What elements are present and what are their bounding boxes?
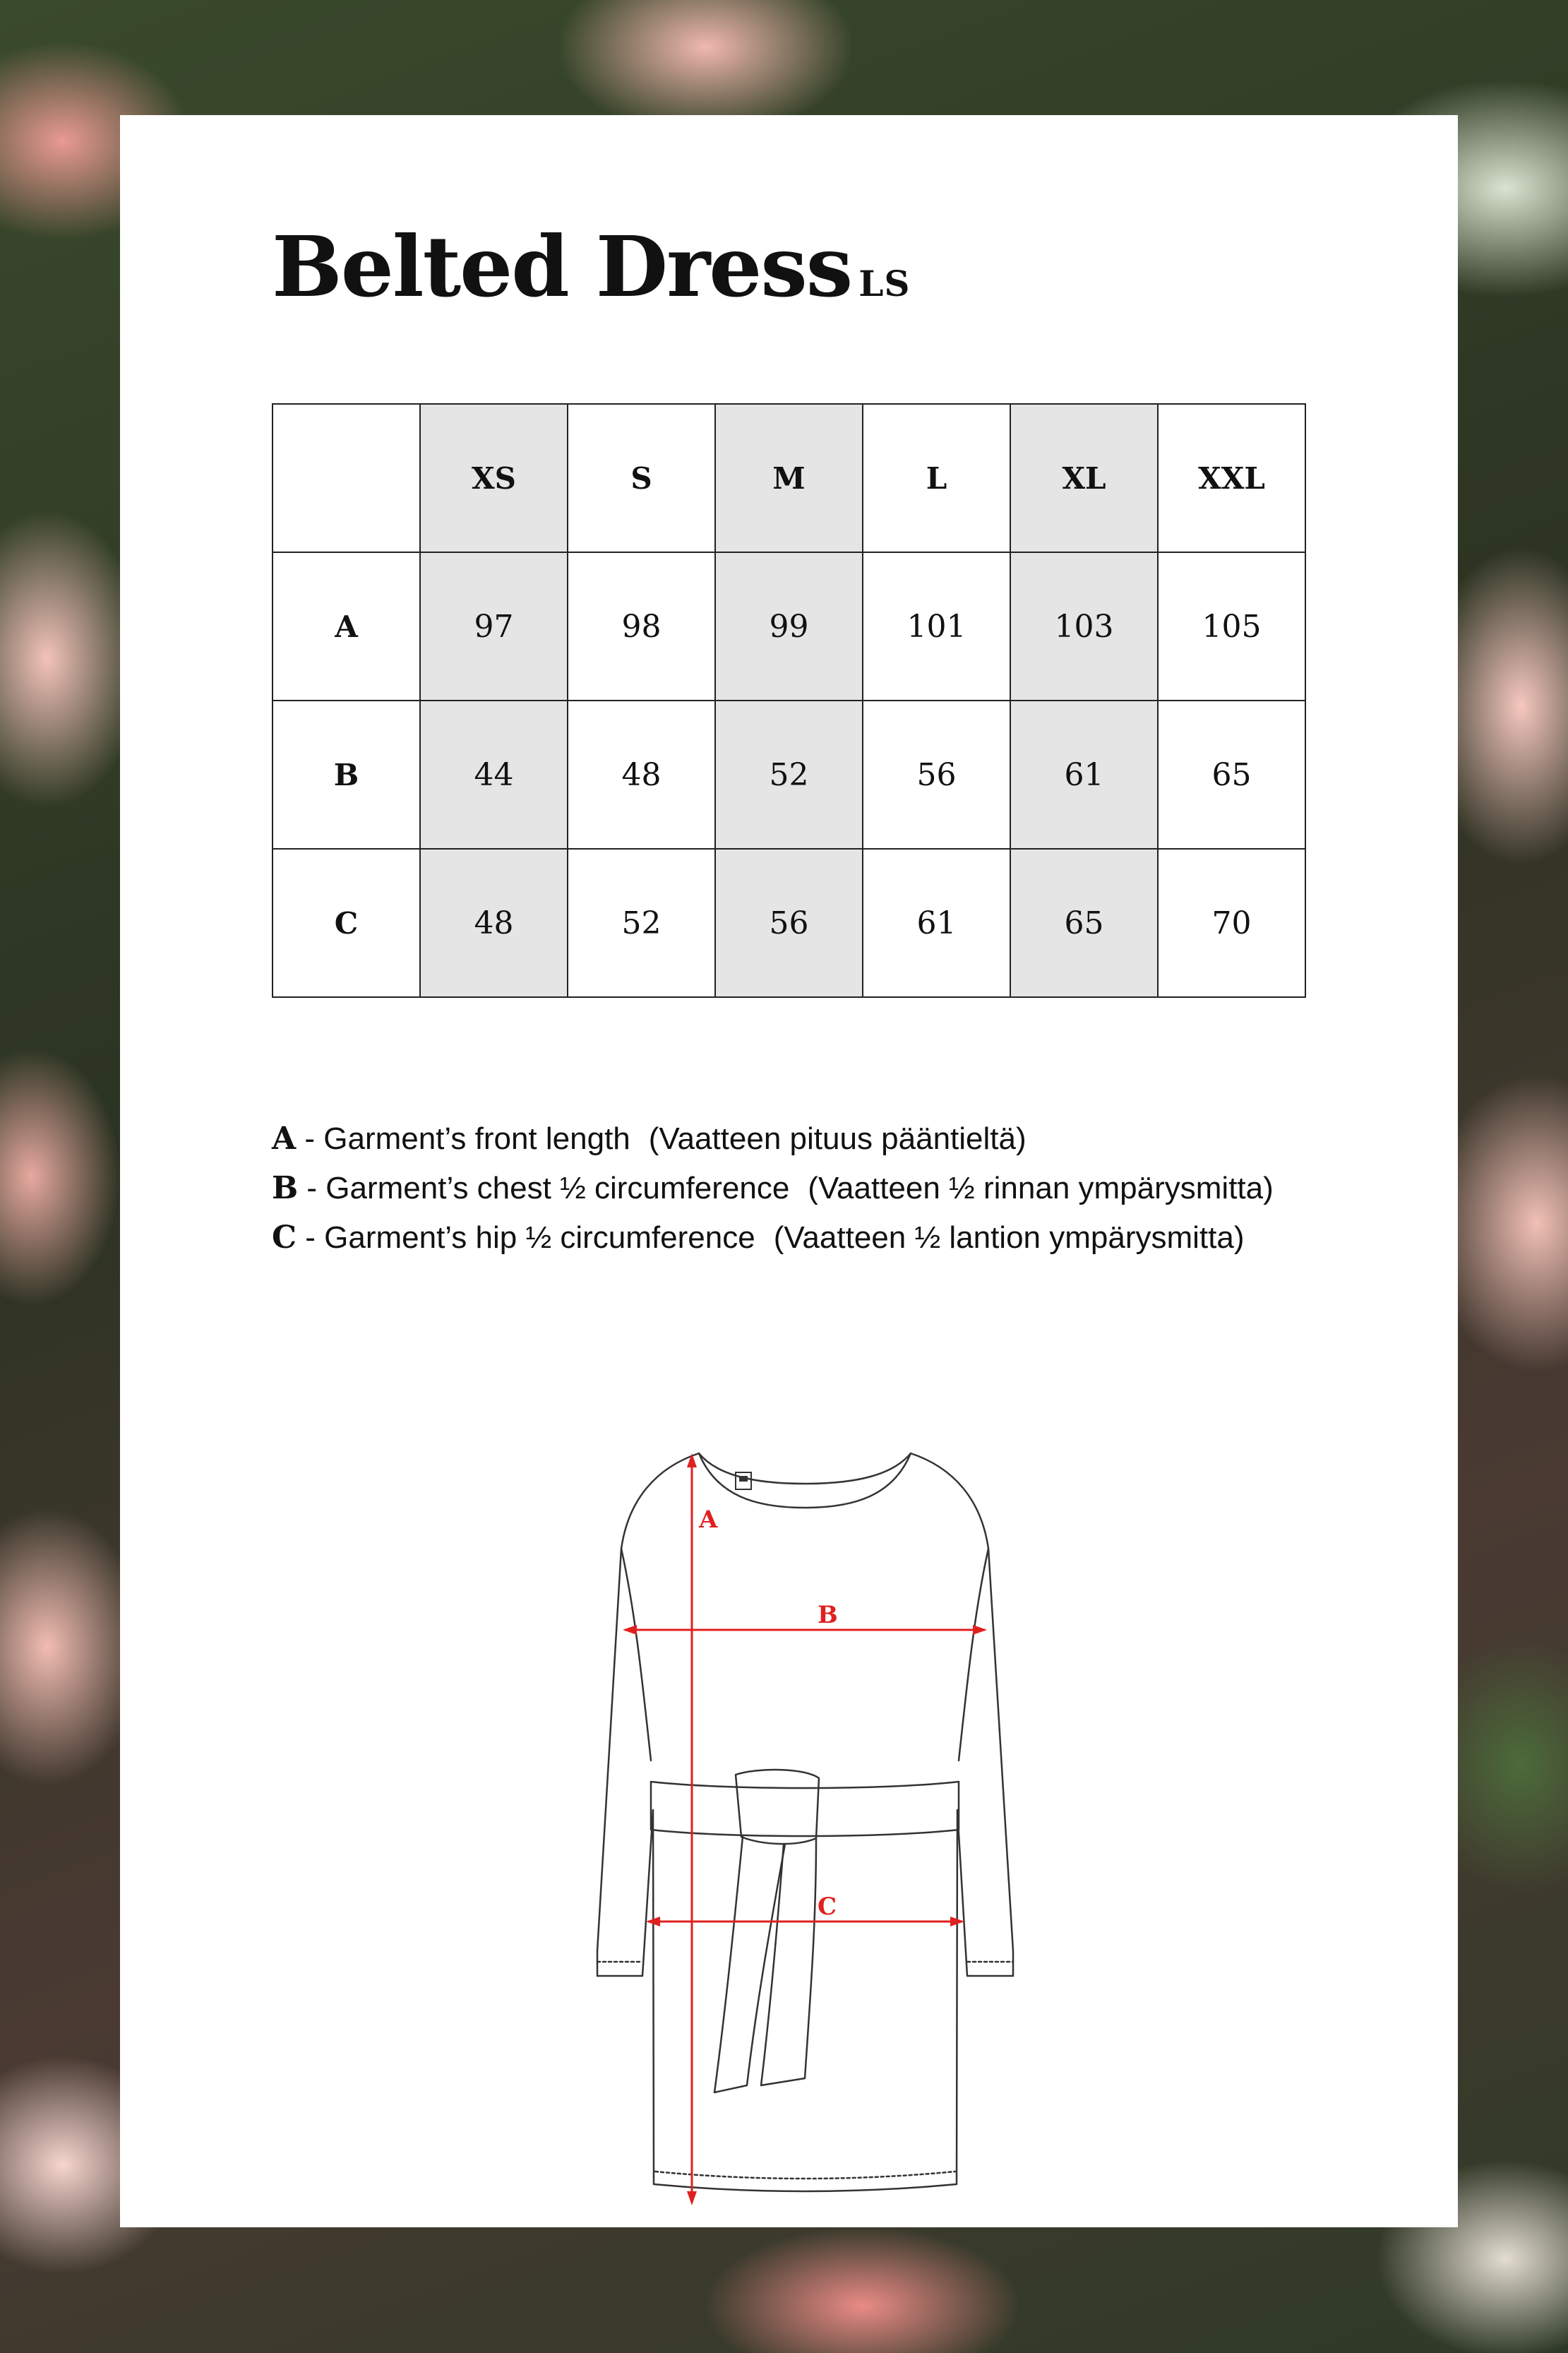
size-header-row xyxy=(273,404,1305,552)
table-cell: 101 xyxy=(863,552,1010,701)
legend-letter: C xyxy=(272,1220,297,1256)
table-cell: 61 xyxy=(1010,701,1158,849)
legend-letter: B xyxy=(272,1170,299,1206)
table-cell: 65 xyxy=(1158,701,1305,849)
table-cell: 65 xyxy=(1010,849,1158,997)
legend-letter: A xyxy=(272,1121,297,1157)
legend-item-b xyxy=(272,1164,1274,1213)
product-name: Belted Dress xyxy=(272,218,852,316)
legend-item-a xyxy=(272,1114,1274,1164)
table-row xyxy=(273,849,1305,997)
size-header-s: S xyxy=(568,404,715,552)
armhole-seam-left xyxy=(621,1549,651,1761)
table-cell: 103 xyxy=(1010,552,1158,701)
size-header-xs: XS xyxy=(420,404,568,552)
legend-text: - Garment’s chest ½ circumference xyxy=(298,1171,790,1205)
arrowhead-b-left xyxy=(623,1625,637,1635)
arrowhead-a-bottom xyxy=(687,2191,697,2205)
table-cell: 99 xyxy=(715,552,863,701)
table-cell: 56 xyxy=(715,849,863,997)
size-chart-card xyxy=(120,115,1458,2227)
page-title xyxy=(272,218,911,316)
table-cell: 61 xyxy=(863,849,1010,997)
arrowhead-b-right xyxy=(973,1625,987,1635)
dress-neckline xyxy=(699,1453,911,1508)
legend-item-c xyxy=(272,1213,1274,1263)
product-variant: LS xyxy=(858,263,911,304)
row-label-c: C xyxy=(273,849,420,997)
row-label-a: A xyxy=(273,552,420,701)
table-cell: 97 xyxy=(420,552,568,701)
belt-knot xyxy=(736,1770,819,1844)
measure-label-a: A xyxy=(699,1506,718,1534)
size-header-xl: XL xyxy=(1010,404,1158,552)
measurement-legend xyxy=(272,1114,1274,1263)
table-cell: 98 xyxy=(568,552,715,701)
dress-diagram xyxy=(572,1316,1052,2227)
table-cell: 48 xyxy=(568,701,715,849)
belt-tie-right xyxy=(761,1838,816,2085)
table-cell: 52 xyxy=(568,849,715,997)
table-cell: 56 xyxy=(863,701,1010,849)
table-row xyxy=(273,552,1305,701)
measure-label-c: C xyxy=(818,1893,837,1921)
legend-translation: (Vaatteen ½ rinnan ympärysmitta) xyxy=(808,1171,1274,1205)
size-table xyxy=(272,403,1306,998)
table-cell: 48 xyxy=(420,849,568,997)
belt xyxy=(651,1782,959,1836)
size-header-xxl: XXL xyxy=(1158,404,1305,552)
dress-outline xyxy=(597,1453,1013,2191)
table-cell: 70 xyxy=(1158,849,1305,997)
legend-translation: (Vaatteen ½ lantion ympärysmitta) xyxy=(773,1220,1245,1255)
legend-text: - Garment’s hip ½ circumference xyxy=(297,1220,755,1255)
size-header-l: L xyxy=(863,404,1010,552)
measure-label-b: B xyxy=(818,1601,838,1629)
legend-text: - Garment’s front length xyxy=(296,1121,630,1156)
armhole-seam-right xyxy=(959,1549,988,1761)
table-cell: 52 xyxy=(715,701,863,849)
corner-cell xyxy=(273,404,420,552)
hem-stitch xyxy=(655,2172,955,2179)
size-header-m: M xyxy=(715,404,863,552)
row-label-b: B xyxy=(273,701,420,849)
legend-translation: (Vaatteen pituus pääntieltä) xyxy=(648,1121,1027,1156)
table-cell: 44 xyxy=(420,701,568,849)
table-cell: 105 xyxy=(1158,552,1305,701)
table-row xyxy=(273,701,1305,849)
